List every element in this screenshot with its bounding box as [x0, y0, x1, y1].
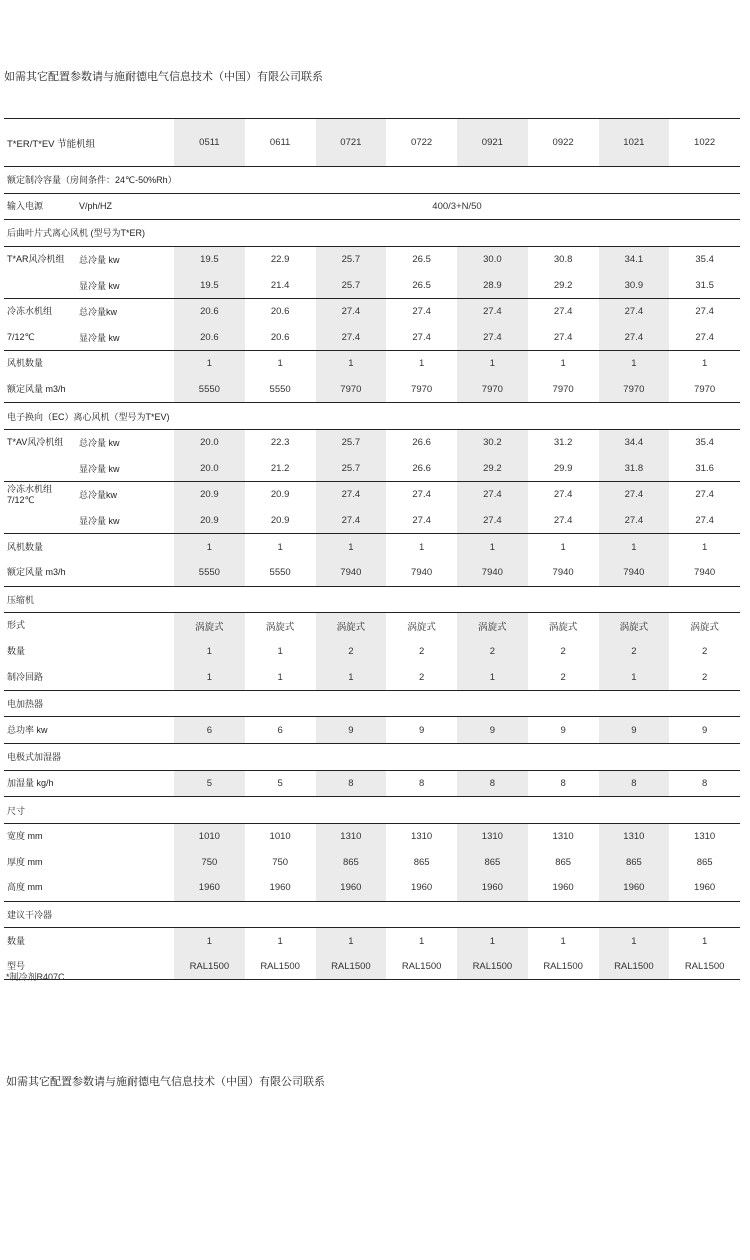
table-cell: 1960 [669, 875, 740, 901]
row-group-label: 冷冻水机组 7/12℃ [7, 483, 53, 505]
row-label [4, 247, 174, 273]
table-cell: 25.7 [316, 430, 387, 456]
table-cell: 1 [457, 534, 528, 560]
row-label [4, 299, 174, 325]
table-cell: 2 [316, 639, 387, 665]
table-cell: 6 [174, 717, 245, 743]
table-cell: 29.2 [457, 456, 528, 482]
table-cell: 27.4 [528, 325, 599, 351]
table-cell: 27.4 [386, 482, 457, 508]
table-cell: 30.8 [528, 247, 599, 273]
rated-capacity-row [4, 167, 740, 193]
table-cell: 27.4 [669, 325, 740, 351]
table-cell: 31.6 [669, 456, 740, 482]
table-cell: 1960 [599, 875, 670, 901]
table-row [4, 377, 740, 403]
table-cell: 涡旋式 [669, 613, 740, 639]
table-cell: 9 [386, 717, 457, 743]
table-cell: 1 [457, 664, 528, 690]
table-row [4, 824, 740, 850]
row-metric-label: 显冷量 kw [79, 280, 120, 291]
table-cell: 7940 [316, 560, 387, 586]
power-row [4, 194, 740, 220]
table-cell: 1 [245, 351, 316, 377]
table-cell: 865 [599, 849, 670, 875]
table-cell: 22.9 [245, 247, 316, 273]
table-cell: 涡旋式 [316, 613, 387, 639]
table-cell: 20.6 [174, 325, 245, 351]
table-cell: 20.9 [245, 482, 316, 508]
table-cell: 1 [386, 351, 457, 377]
row-metric-label: 显冷量 kw [79, 463, 120, 474]
table-cell: 750 [174, 849, 245, 875]
table-cell: 27.4 [669, 508, 740, 534]
row-group-label: 冷冻水机组 [7, 306, 53, 317]
row-label [4, 717, 174, 743]
table-cell: 5550 [245, 560, 316, 586]
table-cell: 1 [245, 928, 316, 954]
table-cell: 1 [316, 351, 387, 377]
table-cell: 0922 [528, 119, 599, 166]
table-cell: 20.0 [174, 430, 245, 456]
table-cell: 865 [316, 849, 387, 875]
table-cell: 2 [669, 639, 740, 665]
row-metric-label: 总冷量 kw [79, 438, 120, 449]
table-cell: 27.4 [316, 299, 387, 325]
row-group-label: 厚度 mm [7, 856, 43, 867]
row-group-label: 7/12℃ [7, 331, 35, 342]
table-divider [4, 979, 740, 980]
table-cell: 27.4 [386, 508, 457, 534]
table-row [4, 771, 740, 797]
table-cell: 29.2 [528, 272, 599, 298]
table-cell: 1 [174, 351, 245, 377]
table-cell: 0921 [457, 119, 528, 166]
row-group-label: 制冷回路 [7, 671, 44, 682]
table-cell: 9 [599, 717, 670, 743]
row-group-label: 风机数量 [7, 541, 44, 552]
table-cell: 28.9 [457, 272, 528, 298]
table-cell: 20.6 [174, 299, 245, 325]
table-cell: 0611 [245, 119, 316, 166]
table-cell: 涡旋式 [174, 613, 245, 639]
table-row [4, 875, 740, 901]
table-cell: 1 [528, 351, 599, 377]
table-cell: 1 [316, 664, 387, 690]
er-section-title [4, 220, 740, 246]
table-cell: 1 [457, 351, 528, 377]
refrigerant-footnote: *制冷剂R407C [6, 972, 65, 982]
table-row [4, 247, 740, 273]
table-cell: 30.0 [457, 247, 528, 273]
table-cell: 9 [669, 717, 740, 743]
row-label [4, 928, 174, 954]
table-cell: 1010 [174, 824, 245, 850]
table-cell: 7940 [386, 560, 457, 586]
table-cell: 22.3 [245, 430, 316, 456]
table-cell: 27.4 [669, 299, 740, 325]
table-cell: 750 [245, 849, 316, 875]
table-cell: 27.4 [528, 508, 599, 534]
table-cell: 8 [457, 771, 528, 797]
table-cell: 2 [386, 664, 457, 690]
table-header-row [4, 119, 740, 166]
table-cell: 2 [528, 639, 599, 665]
row-group-label: T*AV风冷机组 [7, 437, 64, 448]
table-cell: 涡旋式 [599, 613, 670, 639]
row-label: 尺寸 [7, 805, 26, 816]
heater-section-title [4, 691, 740, 717]
table-cell: 6 [245, 717, 316, 743]
row-label [4, 194, 174, 220]
row-label [4, 771, 174, 797]
table-cell: RAL1500 [386, 954, 457, 980]
table-row [4, 482, 740, 508]
table-cell: 1960 [174, 875, 245, 901]
table-cell: 7970 [316, 377, 387, 403]
table-cell: 5 [174, 771, 245, 797]
table-cell: 1 [669, 534, 740, 560]
table-cell: 1 [669, 928, 740, 954]
table-cell: RAL1500 [316, 954, 387, 980]
table-row [4, 664, 740, 690]
table-cell: 8 [599, 771, 670, 797]
table-cell: 1 [245, 664, 316, 690]
table-cell: 31.2 [528, 430, 599, 456]
table-cell: 27.4 [457, 508, 528, 534]
table-row [4, 928, 740, 954]
row-label [4, 613, 174, 639]
table-cell: 27.4 [599, 508, 670, 534]
table-cell: 1 [386, 534, 457, 560]
table-row [4, 299, 740, 325]
row-label [4, 534, 174, 560]
table-cell: 1960 [316, 875, 387, 901]
table-cell: 1 [174, 534, 245, 560]
table-cell: 29.9 [528, 456, 599, 482]
table-cell: 1 [245, 639, 316, 665]
table-cell: 20.9 [174, 508, 245, 534]
row-label: 电极式加湿器 [7, 752, 62, 763]
table-cell: 27.4 [599, 299, 670, 325]
row-group-label: 型号 [7, 961, 26, 972]
row-label [4, 456, 174, 482]
row-group-label: 输入电源 [7, 200, 44, 211]
table-cell: 2 [669, 664, 740, 690]
table-cell: 1310 [669, 824, 740, 850]
row-label: 电加热器 [7, 699, 44, 710]
table-cell: 0721 [316, 119, 387, 166]
row-group-label: 额定风量 m3/h [7, 384, 66, 395]
table-row [4, 849, 740, 875]
table-cell: 30.9 [599, 272, 670, 298]
row-metric-label: 总冷量 kw [79, 255, 120, 266]
row-label [4, 560, 174, 586]
table-cell: RAL1500 [669, 954, 740, 980]
table-cell: 865 [528, 849, 599, 875]
table-cell: 20.0 [174, 456, 245, 482]
table-cell: 8 [386, 771, 457, 797]
row-group-label: 额定风量 m3/h [7, 567, 66, 578]
table-cell: 34.4 [599, 430, 670, 456]
table-cell: 1021 [599, 119, 670, 166]
table-cell: 1 [174, 928, 245, 954]
row-group-label: 总功率 kw [7, 724, 48, 735]
row-label [4, 875, 174, 901]
humidifier-section-title [4, 744, 740, 770]
table-cell: 7940 [528, 560, 599, 586]
row-label: 压缩机 [7, 594, 35, 605]
table-cell: RAL1500 [528, 954, 599, 980]
table-cell: 20.9 [174, 482, 245, 508]
row-group-label: 加湿量 kg/h [7, 777, 54, 788]
table-cell: 1022 [669, 119, 740, 166]
row-label [4, 430, 174, 456]
table-cell: 1960 [245, 875, 316, 901]
table-row [4, 717, 740, 743]
row-group-label: 宽度 mm [7, 831, 43, 842]
table-cell: 2 [386, 639, 457, 665]
table-cell: 1 [316, 928, 387, 954]
table-cell: 27.4 [599, 482, 670, 508]
row-label: 后曲叶片式离心风机 (型号为T*ER) [7, 228, 145, 239]
row-label [4, 639, 174, 665]
table-cell: 7970 [528, 377, 599, 403]
table-row [4, 560, 740, 586]
row-group-label: 数量 [7, 645, 26, 656]
row-label [4, 482, 174, 508]
table-cell: 20.6 [245, 325, 316, 351]
table-cell: 19.5 [174, 247, 245, 273]
table-cell: 25.7 [316, 456, 387, 482]
table-cell: 9 [528, 717, 599, 743]
table-cell: 26.6 [386, 456, 457, 482]
row-label: T*ER/T*EV 节能机组 [7, 138, 96, 150]
table-cell: 27.4 [316, 508, 387, 534]
row-label: 额定制冷容量（房间条件：24℃-50%Rh） [7, 175, 177, 186]
table-cell: 1 [528, 534, 599, 560]
row-label [4, 351, 174, 377]
table-cell: 5550 [174, 560, 245, 586]
table-cell: 0722 [386, 119, 457, 166]
table-cell: RAL1500 [245, 954, 316, 980]
table-cell: 涡旋式 [528, 613, 599, 639]
table-cell: 35.4 [669, 247, 740, 273]
table-cell: 1310 [386, 824, 457, 850]
table-cell: 865 [457, 849, 528, 875]
table-cell: 9 [316, 717, 387, 743]
table-row [4, 325, 740, 351]
table-cell: 25.7 [316, 247, 387, 273]
table-cell: 1 [174, 664, 245, 690]
table-cell: 1 [599, 534, 670, 560]
row-metric-label: 总冷量kw [79, 490, 117, 501]
table-row [4, 639, 740, 665]
table-cell: 涡旋式 [245, 613, 316, 639]
table-row [4, 508, 740, 534]
row-group-label: T*AR风冷机组 [7, 254, 65, 265]
table-cell: 27.4 [386, 299, 457, 325]
table-cell: 21.4 [245, 272, 316, 298]
contact-note-top: 如需其它配置参数请与施耐德电气信息技术（中国）有限公司联系 [4, 71, 323, 83]
table-cell: 26.6 [386, 430, 457, 456]
table-cell: 27.4 [316, 325, 387, 351]
table-cell: 5550 [245, 377, 316, 403]
table-cell: 1310 [528, 824, 599, 850]
table-cell: 1 [386, 928, 457, 954]
table-row [4, 456, 740, 482]
table-row [4, 430, 740, 456]
table-cell: 0511 [174, 119, 245, 166]
table-cell: 2 [528, 664, 599, 690]
table-cell: 27.4 [457, 325, 528, 351]
table-cell: 9 [457, 717, 528, 743]
table-cell: 20.6 [245, 299, 316, 325]
table-cell: 8 [669, 771, 740, 797]
table-cell: 涡旋式 [386, 613, 457, 639]
table-cell: 5550 [174, 377, 245, 403]
table-cell: 1 [316, 534, 387, 560]
table-cell: 1 [528, 928, 599, 954]
row-metric-label: V/ph/HZ [79, 201, 113, 212]
table-row [4, 534, 740, 560]
row-label: 电子换向（EC）离心风机（型号为T*EV) [7, 411, 170, 422]
table-cell: 865 [386, 849, 457, 875]
table-cell: 涡旋式 [457, 613, 528, 639]
row-metric-label: 显冷量 kw [79, 332, 120, 343]
ev-section-title [4, 403, 740, 429]
table-cell: 7970 [386, 377, 457, 403]
row-group-label: 高度 mm [7, 882, 43, 893]
table-cell: 20.9 [245, 508, 316, 534]
table-cell: 31.5 [669, 272, 740, 298]
table-cell: 27.4 [316, 482, 387, 508]
table-cell: 27.4 [528, 482, 599, 508]
table-cell: 1960 [386, 875, 457, 901]
table-row [4, 351, 740, 377]
table-cell: 8 [528, 771, 599, 797]
table-cell: 31.8 [599, 456, 670, 482]
table-cell: 27.4 [457, 482, 528, 508]
table-cell: 1310 [457, 824, 528, 850]
table-cell: 1310 [599, 824, 670, 850]
table-cell: 27.4 [528, 299, 599, 325]
size-section-title [4, 797, 740, 823]
table-cell: 1 [174, 639, 245, 665]
table-cell: 1 [599, 664, 670, 690]
table-cell: 2 [457, 639, 528, 665]
table-cell: RAL1500 [457, 954, 528, 980]
table-cell: 27.4 [669, 482, 740, 508]
power-value-cell: 400/3+N/50 [174, 194, 740, 220]
table-cell: 1960 [457, 875, 528, 901]
table-cell: 1 [245, 534, 316, 560]
compressor-section-title [4, 587, 740, 613]
row-label [4, 664, 174, 690]
table-cell: 7970 [599, 377, 670, 403]
row-label [4, 849, 174, 875]
table-cell: 1 [599, 351, 670, 377]
table-cell: 2 [599, 639, 670, 665]
row-label [4, 508, 174, 534]
row-metric-label: 总冷量kw [79, 307, 117, 318]
table-cell: 1 [669, 351, 740, 377]
table-row [4, 272, 740, 298]
table-cell: 26.5 [386, 272, 457, 298]
row-group-label: 数量 [7, 935, 26, 946]
row-group-label: 风机数量 [7, 358, 44, 369]
row-group-label: 形式 [7, 620, 26, 631]
row-label [4, 325, 174, 351]
table-cell: 19.5 [174, 272, 245, 298]
table-row [4, 954, 740, 980]
table-cell: 5 [245, 771, 316, 797]
table-cell: 7940 [669, 560, 740, 586]
table-cell: 26.5 [386, 247, 457, 273]
table-cell: 1 [457, 928, 528, 954]
drycooler-section-title [4, 902, 740, 928]
table-cell: 21.2 [245, 456, 316, 482]
table-cell: 25.7 [316, 272, 387, 298]
table-cell: 1310 [316, 824, 387, 850]
table-cell: 7940 [599, 560, 670, 586]
row-label [4, 824, 174, 850]
table-cell: 1960 [528, 875, 599, 901]
row-label [4, 377, 174, 403]
table-cell: 8 [316, 771, 387, 797]
table-cell: 30.2 [457, 430, 528, 456]
table-cell: 865 [669, 849, 740, 875]
table-row [4, 613, 740, 639]
row-metric-label: 显冷量 kw [79, 516, 120, 527]
table-cell: 7970 [669, 377, 740, 403]
spec-table [4, 118, 740, 980]
table-cell: 7940 [457, 560, 528, 586]
table-cell: 34.1 [599, 247, 670, 273]
table-cell: 35.4 [669, 430, 740, 456]
table-cell: 27.4 [386, 325, 457, 351]
table-cell: RAL1500 [174, 954, 245, 980]
table-cell: 1010 [245, 824, 316, 850]
table-cell: RAL1500 [599, 954, 670, 980]
table-cell: 27.4 [457, 299, 528, 325]
row-label: 建议干冷器 [7, 909, 53, 920]
contact-note-bottom: 如需其它配置参数请与施耐德电气信息技术（中国）有限公司联系 [6, 1076, 325, 1088]
table-cell: 27.4 [599, 325, 670, 351]
table-cell: 1 [599, 928, 670, 954]
table-cell: 7970 [457, 377, 528, 403]
row-label [4, 272, 174, 298]
